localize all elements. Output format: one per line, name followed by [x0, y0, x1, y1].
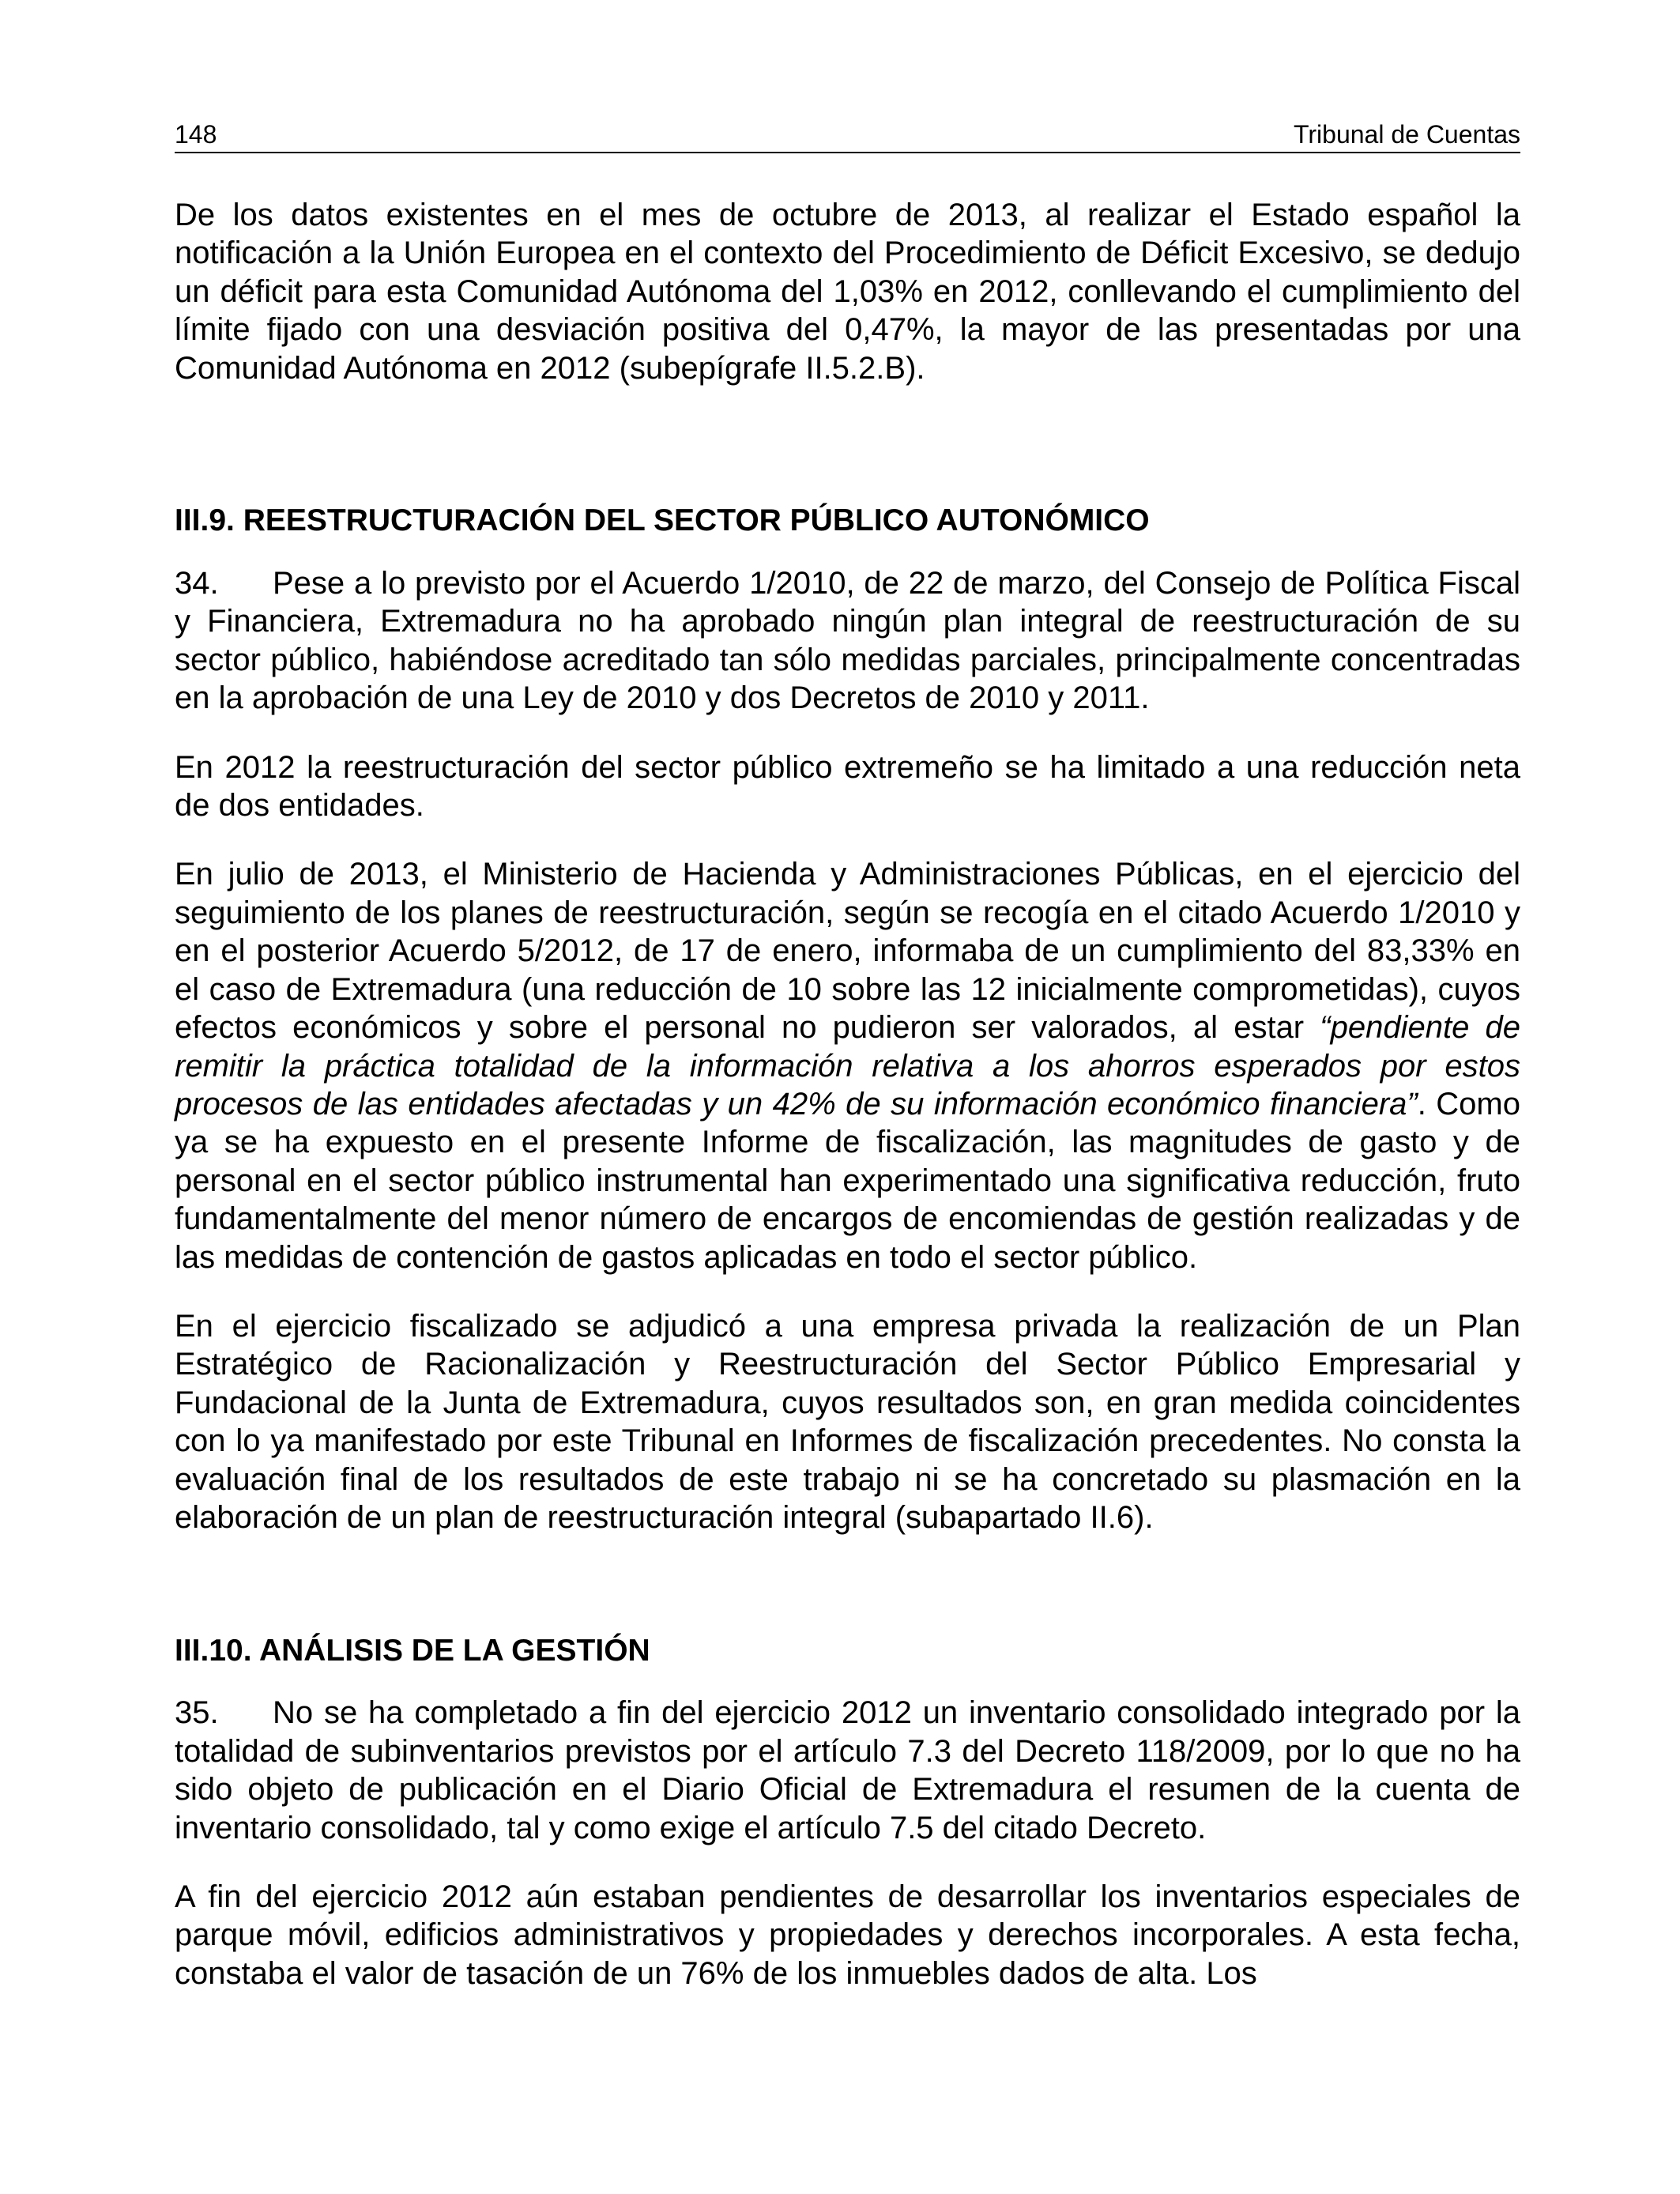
paragraph-net-reduction: En 2012 la reestructuración del sector público extremeño se ha limitado a una reducción neta de dos entidades. [175, 749, 1520, 824]
section-heading-restructuring: III.9. REESTRUCTURACIÓN DEL SECTOR PÚBLICO AUTONÓMICO [175, 503, 1150, 538]
paragraph-strategic-plan: En el ejercicio fiscalizado se adjudicó a una empresa privada la realización de un Plan Estratégico de Racionalización y Reestructuración del Sector Público Empresarial y Fundacional de la Junta de Extremadura, cuyos resultados son, en gran medida coincidentes con lo ya manifestado por este Tribunal en Informes de fiscalización precedentes. No consta la evaluación final de los resultados de este trabajo ni se ha concretado su plasmación en la elaboración de un plan de reestructuración integral (subapartado II.6). [175, 1308, 1520, 1535]
paragraph-35 [175, 1694, 1520, 1847]
paragraph-text-start: En julio de 2013, el Ministerio de Hacienda y Administraciones Públicas, en el ejercicio del seguimiento de los planes de reestructuración, según se recogía en el citado Acuerdo 1/2010 y en el posterior Acuerdo 5/2012, de 17 de enero, informaba de un cumplimiento del 83,33% en el caso de Extremadura (una reducción de 10 sobre las 12 inicialmente comprometidas), cuyos efectos económicos y sobre el personal no pudieron ser valorados, al estar [175, 857, 1520, 1046]
paragraph-special-inventories: A fin del ejercicio 2012 aún estaban pendientes de desarrollar los inventarios especiales de parque móvil, edificios administrativos y propiedades y derechos incorporales. A esta fecha, constaba el valor de tasación de un 76% de los inmuebles dados de alta. Los [175, 1879, 1520, 1991]
section-heading-management: III.10. ANÁLISIS DE LA GESTIÓN [175, 1634, 650, 1668]
page-header [175, 117, 1520, 153]
paragraph-ministry-followup [175, 855, 1520, 1276]
paragraph-text-end: . Como ya se ha expuesto en el presente Informe de fiscalización, las magnitudes de gasto y de personal en el sector público instrumental han experimentado una significativa reducción, fruto fundamentalmente del menor número de encargos de encomiendas de gestión realizadas y de las medidas de contención de gastos aplicadas en todo el sector público. [175, 1086, 1520, 1275]
page-number: 148 [175, 120, 217, 149]
paragraph-34 [175, 564, 1520, 718]
paragraph-text: No se ha completado a fin del ejercicio 2012 un inventario consolidado integrado por la totalidad de subinventarios previstos por el artículo 7.3 del Decreto 118/2009, por lo que no ha sido objeto de publicación en el Diario Oficial de Extremadura el resumen de la cuenta de inventario consolidado, tal y como exige el artículo 7.5 del citado Decreto. [175, 1695, 1520, 1845]
quoted-text: “pendiente de remitir la práctica totalidad de la información relativa a los ahorros esperados por estos procesos de las entidades afectadas y un 42% de su información económico financiera” [175, 1010, 1520, 1122]
paragraph-deficit: De los datos existentes en el mes de octubre de 2013, al realizar el Estado español la notificación a la Unión Europea en el contexto del Procedimiento de Déficit Excesivo, se dedujo un déficit para esta Comunidad Autónoma del 1,03% en 2012, conllevando el cumplimiento del límite fijado con una desviación positiva del 0,47%, la mayor de las presentadas por una Comunidad Autónoma en 2012 (subepígrafe II.5.2.B). [175, 198, 1520, 386]
running-title: Tribunal de Cuentas [1294, 120, 1520, 149]
paragraph-number: 34. [175, 566, 219, 601]
paragraph-text: Pese a lo previsto por el Acuerdo 1/2010, de 22 de marzo, del Consejo de Política Fiscal y Financiera, Extremadura no ha aprobado ningún plan integral de reestructuración de su sector público, habiéndose acreditado tan sólo medidas parciales, principalmente concentradas en la aprobación de una Ley de 2010 y dos Decretos de 2010 y 2011. [175, 566, 1520, 716]
page-body [175, 196, 1520, 1992]
paragraph-number: 35. [175, 1695, 219, 1731]
